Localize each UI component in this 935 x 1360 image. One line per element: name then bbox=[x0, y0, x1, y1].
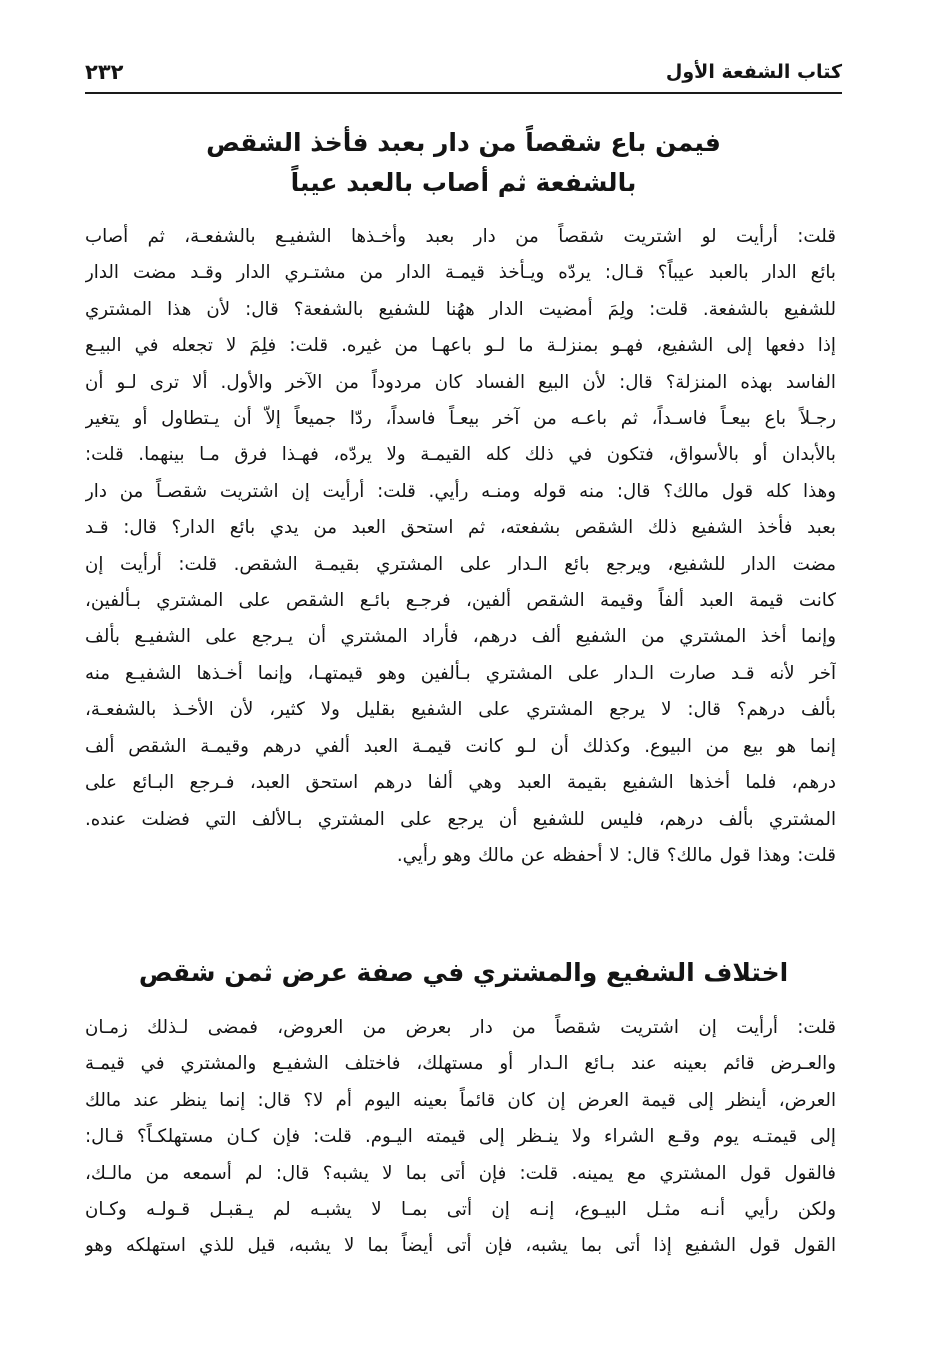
text-line: مضت الدار للشفيع، ويرجع بائع الـدار على المشتري بقيمـة الشقص. قلت: أرأيت إن bbox=[85, 553, 836, 575]
text-line: العرض، أينظر إلى قيمة العرض إن كان قائماً بعينه اليوم أم لا؟ قال: إنما ينظر عند مالك bbox=[85, 1089, 836, 1111]
text-line: وهذا كله قول مالك؟ قال: منه قوله ومنـه رأيي. قلت: أرأيت إن اشتريت شقصـاً من دار bbox=[85, 480, 836, 502]
text-line: فالقول قول المشتري مع يمينه. قلت: فإن أتى بما لا يشبه؟ قال: لم أسمعه من مالـك، bbox=[85, 1162, 836, 1184]
text-line: آخر لأنه قـد صارت الـدار على المشتري بـألفين وهو قيمتهـا، وإنما أخـذها الشفيـع منه bbox=[85, 662, 836, 684]
text-line: إنما هو بيع من البيوع. وكذلك أن لـو كانت قيمـة العبد ألفي درهم وقيمـة الشقص ألف bbox=[85, 735, 836, 757]
running-title: كتاب الشفعة الأول bbox=[665, 61, 842, 83]
text-line: والعـرض قائم بعينه عند بـائع الـدار أو مستهلك، فاختلف الشفيـع والمشتري في قيمـة bbox=[85, 1053, 836, 1075]
section-2-body bbox=[85, 1010, 836, 1265]
text-line: وإنما أخذ المشتري من الشفيع ألف درهم، فأراد المشتري أن يـرجع على الشفيـع بألف bbox=[85, 626, 836, 648]
text-line: كانت قيمة العبد ألفاً وقيمة الشقص ألفين، فرجـع بائـع الشقص على المشتري بـألفين، bbox=[85, 590, 836, 612]
text-line: قلت: أرأيت إن اشتريت شقصاً من دار بعرض من العروض، فمضى لـذلك زمـان bbox=[85, 1017, 836, 1038]
text-line: الفاسد بهذه المنزلة؟ قال: لأن البيع الفساد كان مردوداً من الآخر والأول. ألا ترى لـو أن bbox=[85, 371, 836, 393]
page-number: ٢٣٢ bbox=[85, 60, 124, 84]
text-line: بألف درهم؟ قال: لا يرجع المشتري على الشفيع بقليل ولا كثير، لأن الأخـذ بالشفعـة، bbox=[85, 699, 836, 721]
text-line: إذا دفعها إلى الشفيع، فهـو بمنزلـة ما لـو باعهـا من غيره. قلت: فلِمَ لا تجعله في البيـع bbox=[85, 335, 836, 357]
text-line: إلى قيمتـه يوم وقـع الشراء ولا ينـظر إلى قيمته اليـوم. قلت: فإن كـان مستهلكـاً؟ قـال: bbox=[85, 1126, 836, 1148]
text-line: القول قول الشفيع إذا أتى بما يشبه، فإن أتى أيضاً بما لا يشبه، قيل للذي استهلكه وهو bbox=[85, 1235, 836, 1257]
running-header bbox=[85, 58, 842, 88]
text-line: بعبد فأخذ الشفيع ذلك الشقص بشفعته، ثم استحق العبد من يدي بائع الدار؟ قال: قـد bbox=[85, 517, 836, 539]
section-1-body bbox=[85, 219, 836, 874]
section-title-line-1: فيمن باع شقصاً من دار بعبد فأخذ الشقص bbox=[206, 128, 721, 157]
text-line: ولكن رأيي أنـه مثـل البيـوع، إنـه إن أتى بمـا لا يشبـه لم يـقبـل قـولـه وكـان bbox=[85, 1199, 836, 1221]
section-2-title: اختلاف الشفيع والمشتري في صفة عرض ثمن شقص bbox=[138, 958, 789, 987]
text-line: درهم، فلما أخذها الشفيع بقيمة العبد وهي ألفا درهم استحق العبد، فـرجع البـائع على bbox=[85, 772, 836, 794]
section-title-line-2: بالشفعة ثم أصاب بالعبد عيباً bbox=[290, 168, 637, 197]
text-line: رجـلاً باع بيعـاً فاسـداً، ثم باعـه من آخر بيعـاً فاسداً، ردّا جميعاً إلاّ أن يـتطاول أو يتغير bbox=[85, 408, 836, 430]
text-line: للشفيع بالشفعة. قلت: ولِمَ أمضيت الدار ههُنا للشفيع بالشفعة؟ قال: لأن هذا المشتري bbox=[85, 298, 836, 320]
text-line: بائع الدار بالعبد عيباً؟ قـال: يردّه ويـأخذ قيمـة الدار من مشتـري الدار وقـد مضت الدار bbox=[85, 262, 836, 284]
text-line: بالأبدان أو بالأسواق، فتكون في ذلك كله القيمـة ولا يردّه، فهـذا فرق مـا بينهما. قلت: bbox=[85, 444, 836, 466]
header-divider bbox=[85, 92, 842, 94]
text-line: قلت: وهذا قول مالك؟ قال: لا أحفظه عن مالك وهو رأيي. bbox=[396, 844, 836, 866]
text-line: المشتري بألف درهم، فليس للشفيع أن يرجع على المشتري بـالألف التي فضلت عنده. bbox=[85, 808, 836, 830]
text-line: قلت: أرأيت لو اشتريت شقصاً من دار بعبد وأخـذها الشفيـع بالشفعـة، ثم أصاب bbox=[85, 226, 836, 247]
